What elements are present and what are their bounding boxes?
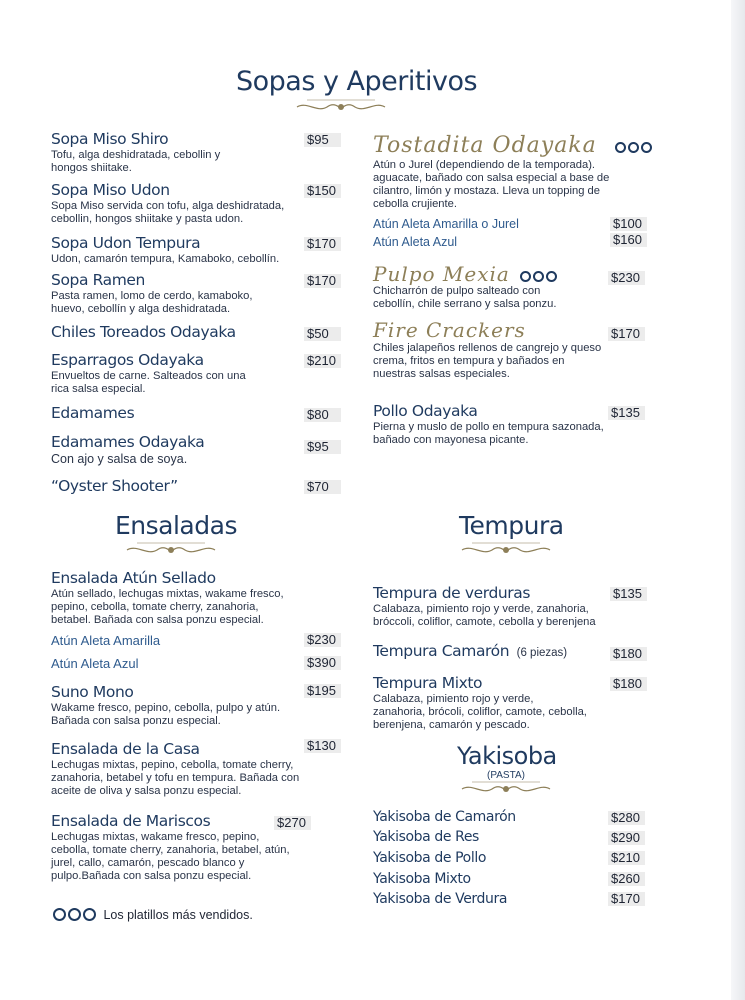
item-price: $160 — [610, 233, 647, 247]
item-price: $70 — [304, 480, 341, 494]
item-name: Edamames — [51, 404, 135, 422]
item-name: Fire Crackers — [373, 318, 526, 342]
menu-item — [51, 477, 178, 496]
item-name: Edamames Odayaka — [51, 433, 205, 451]
item-name: Yakisoba de Verdura — [373, 891, 508, 907]
option-label: Atún Aleta Amarilla o Jurel — [373, 217, 519, 231]
item-price: $170 — [304, 274, 341, 288]
item-description: Tofu, alga deshidratada, cebollin y hongos shiitake. — [51, 149, 221, 174]
item-price: $150 — [304, 184, 341, 198]
item-price: $170 — [608, 327, 645, 341]
section-title-sopas: Sopas y Aperitivos — [236, 66, 478, 97]
item-price: $95 — [304, 133, 341, 147]
menu-item — [51, 740, 311, 798]
item-name: Ensalada de Mariscos — [51, 812, 211, 830]
best-seller-icon — [53, 908, 96, 921]
item-price: $270 — [274, 816, 311, 830]
item-price: $50 — [304, 327, 341, 341]
item-name: Ensalada Atún Sellado — [51, 569, 216, 587]
item-description: Wakame fresco, pepino, cebolla, pulpo y atún. Bañada con salsa ponzu especial. — [51, 702, 281, 727]
item-description: Chicharrón de pulpo salteado con cebollín, chile serrano y salsa ponzu. — [373, 285, 557, 310]
menu-item — [373, 584, 618, 629]
menu-item — [51, 234, 311, 266]
item-name: Tempura Camarón — [373, 642, 510, 660]
item-price: $195 — [304, 684, 341, 698]
item-name: Esparragos Odayaka — [51, 351, 204, 369]
item-name: Tempura de verduras — [373, 584, 531, 602]
item-price: $180 — [610, 677, 647, 691]
item-description: Udon, camarón tempura, Kamaboko, cebollín. — [51, 253, 280, 265]
menu-item — [51, 683, 306, 728]
menu-item — [373, 642, 567, 661]
menu-item-pollo — [373, 402, 613, 447]
item-price: $80 — [304, 408, 341, 422]
option-label: Atún Aleta Azul — [51, 656, 139, 671]
item-price: $135 — [610, 587, 647, 601]
menu-item — [51, 404, 134, 423]
item-description: Pasta ramen, lomo de cerdo, kamaboko, huevo, cebollín y alga deshidratada. — [51, 290, 253, 315]
best-seller-icon — [615, 142, 652, 153]
ornament-divider — [458, 542, 554, 558]
ornament-divider — [123, 542, 219, 558]
item-price: $170 — [304, 237, 341, 251]
item-price: $170 — [608, 892, 645, 906]
item-price: $95 — [304, 440, 341, 454]
item-name: Chiles Toreados Odayaka — [51, 323, 236, 341]
menu-item — [51, 323, 236, 342]
item-description: Sopa Miso servida con tofu, alga deshidratada, cebollin, hongos shiitake y pasta udon. — [51, 200, 285, 225]
item-description: Lechugas mixtas, pepino, cebolla, tomate cherry, zanahoria, betabel y tofu en tempura. Bañada con aceite de oliva y salsa ponzu especial. — [51, 759, 300, 797]
item-price: $100 — [610, 217, 647, 231]
item-price: $180 — [610, 647, 647, 661]
menu-item — [51, 569, 311, 627]
item-description: Atún sellado, lechugas mixtas, wakame fresco, pepino, cebolla, tomate cherry, zanahoria, betabel. Bañada con salsa ponzu especial. — [51, 588, 284, 626]
item-price: $210 — [608, 851, 645, 865]
item-price: $260 — [608, 872, 645, 886]
option-label: Atún Aleta Azul — [373, 235, 458, 249]
menu-item — [373, 674, 608, 732]
item-note: (6 piezas) — [516, 647, 568, 659]
item-name: Pulpo Mexia — [373, 262, 510, 286]
best-seller-icon — [520, 271, 557, 282]
item-price: $135 — [608, 406, 645, 420]
item-description: Lechugas mixtas, wakame fresco, pepino, cebolla, tomate cherry, zanahoria, betabel, atún, jurel, callo, camarón, pescado blanco y pulpo.Bañada con salsa ponzu especial. — [51, 831, 290, 882]
item-name: Tostadita Odayaka — [373, 133, 597, 158]
item-name: Sopa Ramen — [51, 271, 145, 289]
section-title-tempura: Tempura — [459, 511, 564, 540]
page-edge-shadow — [731, 0, 745, 1000]
item-description: Chiles jalapeños rellenos de cangrejo y queso crema, fritos en tempura y bañados en nuestras salsas especiales. — [373, 342, 602, 380]
item-name: Pollo Odayaka — [373, 402, 478, 420]
item-description: Pierna y muslo de pollo en tempura sazonada, bañado con mayonesa picante. — [373, 421, 604, 446]
ornament-divider — [293, 99, 389, 115]
item-name: Yakisoba de Camarón — [373, 809, 516, 825]
item-description: Calabaza, pimiento rojo y verde, zanahoria, brócoli, coliflor, camote, cebolla, berenjena, camarón y pescado. — [373, 693, 587, 731]
item-price: $290 — [608, 831, 645, 845]
menu-item — [51, 130, 301, 175]
item-name: Ensalada de la Casa — [51, 740, 200, 758]
menu-item — [51, 433, 204, 467]
menu-item — [51, 812, 306, 883]
item-name: “Oyster Shooter” — [51, 477, 178, 495]
item-price: $230 — [608, 271, 645, 285]
section-title-yakisoba: Yakisoba — [457, 742, 557, 770]
item-name: Yakisoba de Res — [373, 829, 479, 845]
menu-item-tostadita — [373, 133, 652, 158]
item-description: Envueltos de carne. Salteados con una rica salsa especial. — [51, 370, 246, 395]
item-name: Suno Mono — [51, 683, 134, 701]
footer-note — [53, 906, 253, 924]
menu-item — [51, 351, 301, 396]
item-name: Yakisoba de Pollo — [373, 850, 486, 866]
item-price: $230 — [304, 633, 341, 647]
item-name: Sopa Udon Tempura — [51, 234, 201, 252]
ornament-divider — [458, 781, 554, 797]
item-price: $210 — [304, 354, 341, 368]
menu-item — [51, 271, 301, 316]
menu-item-fire-crackers — [373, 318, 526, 342]
item-description: Atún o Jurel (dependiendo de la temporada). aguacate, bañado con salsa especial a base de cilantro, limón y mostaza. Lleva un topping de cebolla crujiente. — [373, 159, 610, 210]
menu-item-pulpo — [373, 262, 557, 286]
item-description: Con ajo y salsa de soya. — [51, 452, 188, 466]
item-name: Tempura Mixto — [373, 674, 483, 692]
item-name: Sopa Miso Udon — [51, 181, 170, 199]
menu-item — [51, 181, 311, 226]
item-name: Yakisoba Mixto — [373, 871, 471, 887]
item-price: $390 — [304, 656, 341, 670]
item-name: Sopa Miso Shiro — [51, 130, 169, 148]
option-label: Atún Aleta Amarilla — [51, 633, 161, 648]
section-subtitle: (PASTA) — [487, 770, 525, 781]
section-title-ensaladas: Ensaladas — [115, 511, 237, 540]
item-price: $280 — [608, 811, 645, 825]
item-price: $130 — [304, 739, 341, 753]
footer-text: Los platillos más vendidos. — [103, 908, 253, 922]
item-description: Calabaza, pimiento rojo y verde, zanahoria, bróccoli, coliflor, camote, cebolla y berenjena — [373, 603, 596, 628]
